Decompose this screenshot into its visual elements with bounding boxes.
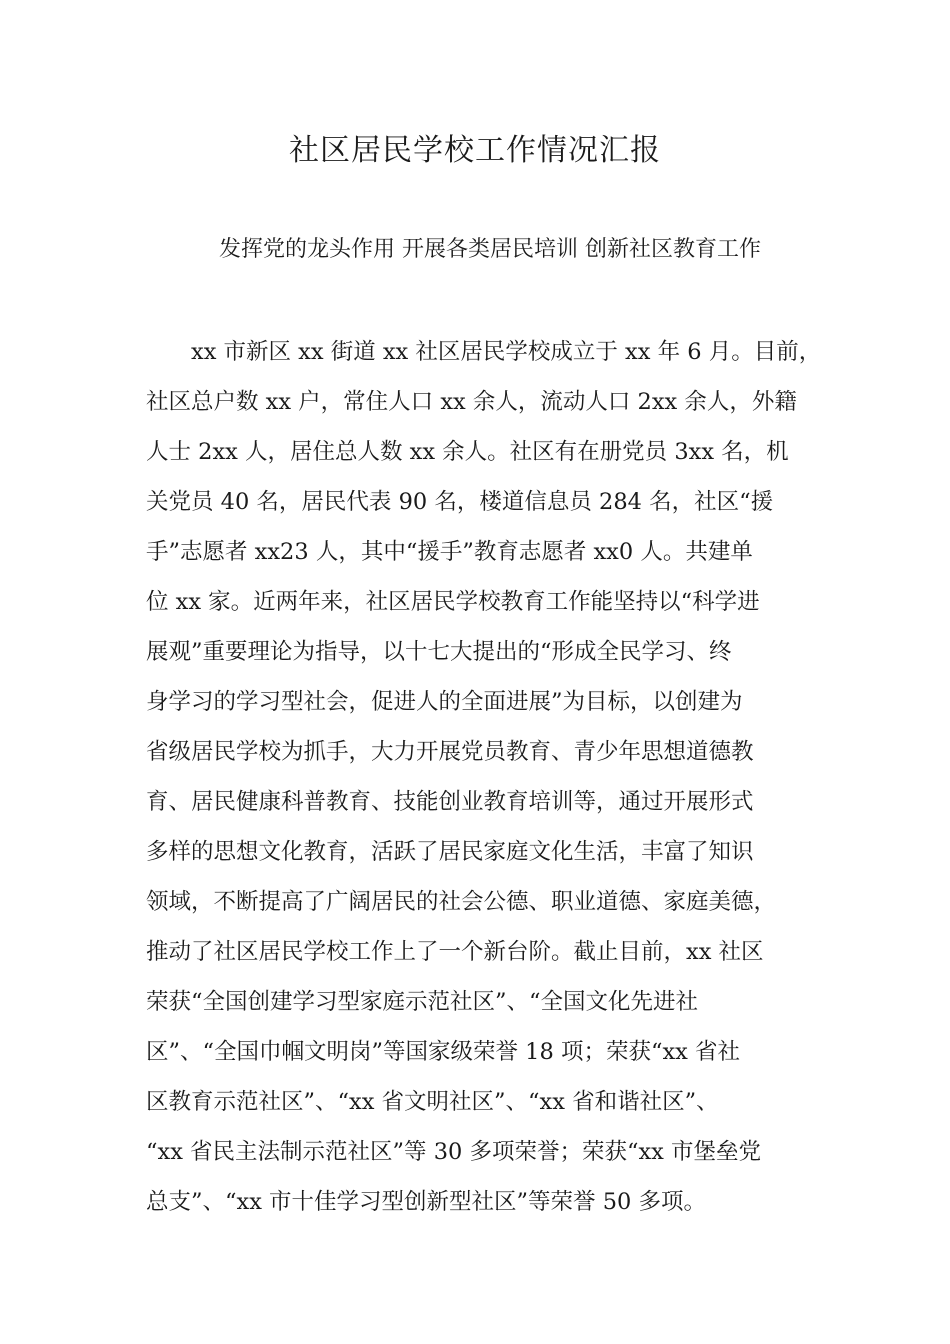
body-line: 领域，不断提高了广阔居民的社会公德、职业道德、家庭美德， — [146, 889, 777, 915]
body-line: 展观”重要理论为指导，以十七大提出的“形成全民学习、终 — [146, 639, 732, 665]
body-line: 推动了社区居民学校工作上了一个新台阶。截止目前，xx 社区 — [146, 939, 764, 965]
body-line: 区教育示范社区”、“xx 省文明社区”、“xx 省和谐社区”、 — [146, 1089, 719, 1115]
document-title: 社区居民学校工作情况汇报 — [289, 133, 661, 168]
body-paragraph — [146, 327, 826, 1227]
body-line: 总支”、“xx 市十佳学习型创新型社区”等荣誉 50 多项。 — [146, 1189, 706, 1215]
document-subtitle: 发挥党的龙头作用 开展各类居民培训 创新社区教育工作 — [219, 237, 761, 262]
body-line: 位 xx 家。近两年来，社区居民学校教育工作能坚持以“科学进 — [146, 589, 760, 615]
body-line: 荣获“全国创建学习型家庭示范社区”、“全国文化先进社 — [146, 989, 699, 1015]
body-line: 多样的思想文化教育，活跃了居民家庭文化生活，丰富了知识 — [146, 839, 754, 865]
body-line: “xx 省民主法制示范社区”等 30 多项荣誉；荣获“xx 市堡垒党 — [146, 1139, 762, 1165]
body-line: 省级居民学校为抓手，大力开展党员教育、青少年思想道德教 — [146, 739, 754, 765]
body-line: 育、居民健康科普教育、技能创业教育培训等，通过开展形式 — [146, 789, 754, 815]
body-line: 人士 2xx 人，居住总人数 xx 余人。社区有在册党员 3xx 名，机 — [146, 439, 789, 465]
body-line: 区”、“全国巾帼文明岗”等国家级荣誉 18 项；荣获“xx 省社 — [146, 1039, 740, 1065]
body-line: 手”志愿者 xx23 人，其中“援手”教育志愿者 xx0 人。共建单 — [146, 539, 753, 565]
body-line: xx 市新区 xx 街道 xx 社区居民学校成立于 xx 年 6 月。目前， — [146, 339, 822, 365]
body-line: 关党员 40 名，居民代表 90 名，楼道信息员 284 名，社区“援 — [146, 489, 774, 515]
body-line: 社区总户数 xx 户，常住人口 xx 余人，流动人口 2xx 余人，外籍 — [146, 389, 797, 415]
body-line: 身学习的学习型社会，促进人的全面进展”为目标，以创建为 — [146, 689, 743, 715]
